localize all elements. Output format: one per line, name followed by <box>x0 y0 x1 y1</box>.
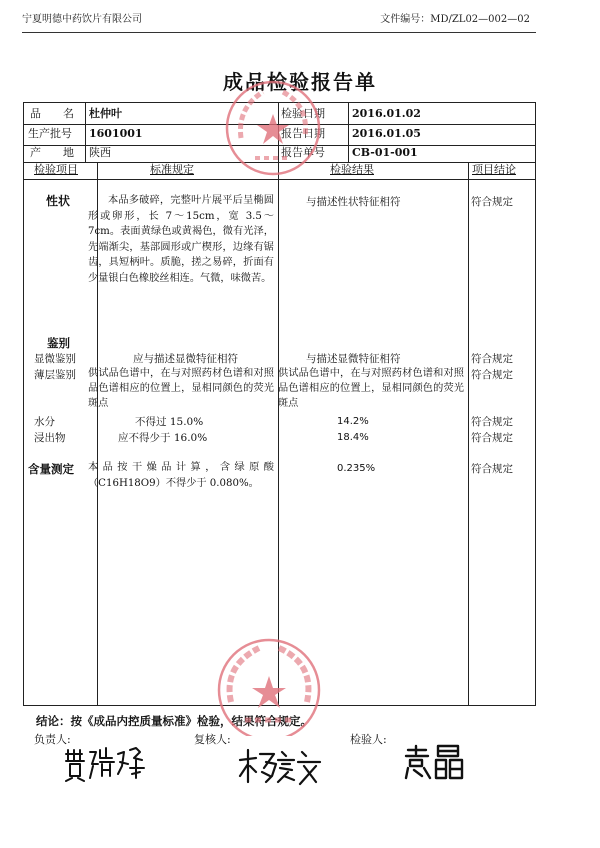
origin-label: 产 地 <box>30 146 74 159</box>
batch-label: 生产批号 <box>28 127 72 140</box>
moisture-conclusion: 符合规定 <box>471 416 513 428</box>
moisture-label: 水分 <box>34 416 55 428</box>
col-divider <box>348 103 349 162</box>
col-divider <box>468 162 469 706</box>
document-number: 文件编号：MD/ZL02—002—02 <box>380 14 530 25</box>
report-no-value: CB-01-001 <box>352 146 418 159</box>
identification-label: 鉴别 <box>47 336 70 350</box>
report-no-label: 报告单号 <box>281 146 325 159</box>
origin-value: 陕西 <box>89 146 111 159</box>
assay-conclusion: 符合规定 <box>471 463 513 475</box>
moisture-standard: 不得过 15.0% <box>135 416 204 428</box>
quality-department-stamp <box>223 78 323 178</box>
col-header-item: 检验项目 <box>34 163 78 176</box>
inspect-date-value: 2016.01.02 <box>352 107 421 120</box>
name-label: 品 名 <box>30 107 74 120</box>
assay-label: 含量测定 <box>28 462 74 476</box>
inspect-date-label: 检验日期 <box>281 107 325 120</box>
extract-label: 浸出物 <box>34 432 66 444</box>
micro-id-standard: 应与描述显微特征相符 <box>133 353 238 365</box>
col-divider <box>278 162 279 706</box>
tlc-id-result: 供试品色谱中，在与对照药材色谱和对照品色谱相应的位置上，显相同颜色的荧光斑点 <box>278 368 464 409</box>
inspector-label: 检验人: <box>350 733 387 746</box>
extract-result: 18.4% <box>337 432 369 443</box>
micro-id-result: 与描述显微特征相符 <box>306 353 401 365</box>
tlc-id-conclusion: 符合规定 <box>471 369 513 381</box>
responsible-signature <box>60 744 150 782</box>
inspector-signature <box>402 742 468 782</box>
extract-standard: 应不得少于 16.0% <box>118 432 208 444</box>
col-divider <box>85 103 86 162</box>
col-header-conclusion: 项目结论 <box>472 163 516 176</box>
character-conclusion: 符合规定 <box>471 196 513 208</box>
company-header: 宁夏明德中药饮片有限公司 <box>22 14 142 25</box>
row-divider <box>24 179 535 180</box>
moisture-result: 14.2% <box>337 416 369 427</box>
header-divider <box>22 32 536 33</box>
character-label: 性状 <box>46 194 71 208</box>
report-date-value: 2016.01.05 <box>352 127 421 140</box>
batch-value: 1601001 <box>89 127 143 140</box>
assay-result: 0.235% <box>337 463 376 474</box>
quality-inspection-stamp <box>209 636 329 736</box>
reviewer-signature <box>236 746 326 786</box>
tlc-id-standard: 供试品色谱中，在与对照药材色谱和对照品色谱相应的位置上，显相同颜色的荧光斑点 <box>88 368 274 409</box>
page-title: 成品检验报告单 <box>223 70 377 94</box>
tlc-id-label: 薄层鉴别 <box>34 369 76 381</box>
micro-id-label: 显微鉴别 <box>34 353 76 365</box>
name-value: 杜仲叶 <box>89 107 122 120</box>
reviewer-label: 复核人: <box>194 733 231 746</box>
character-standard: 本品多破碎，完整叶片展平后呈椭圆形或卵形，长 7～15cm，宽 3.5～7cm。表面黄绿色或黄褐色，微有光泽，先端渐尖，基部圆形或广楔形，边缘有锯齿，具短柄叶。质脆，搓之易碎，折面有少量银白色橡胶丝相连。气微，味微苦。 <box>88 195 274 284</box>
col-header-standard: 标准规定 <box>150 163 194 176</box>
conclusion-text: 结论：按《成品内控质量标准》检验，结果符合规定。 <box>36 714 312 728</box>
col-header-result: 检验结果 <box>330 163 374 176</box>
assay-standard: 本品按干燥品计算，含绿原酸（C16H18O9）不得少于 0.080%。 <box>88 462 274 489</box>
responsible-label: 负责人: <box>34 733 71 746</box>
character-result: 与描述性状特征相符 <box>306 196 401 208</box>
micro-id-conclusion: 符合规定 <box>471 353 513 365</box>
report-date-label: 报告日期 <box>281 127 325 140</box>
extract-conclusion: 符合规定 <box>471 432 513 444</box>
